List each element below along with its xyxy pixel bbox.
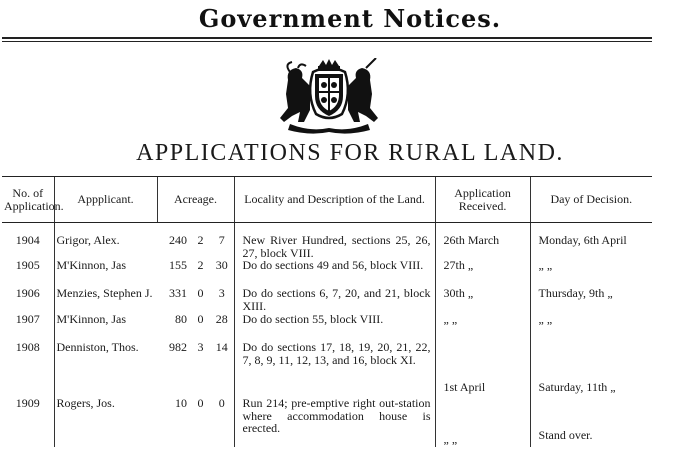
application-number: 1904	[15, 233, 40, 247]
application-received: „ „	[435, 313, 530, 341]
masthead-rule-thin	[2, 41, 652, 42]
application-number: 1906	[15, 286, 40, 300]
masthead-rule	[2, 37, 652, 39]
decision-day: Thursday, 9th „	[530, 287, 652, 313]
applicant-name: Denniston, Thos.	[54, 341, 157, 397]
locality-description: Do do sections 6, 7, 20, and 21, block XIII.	[234, 287, 435, 313]
decision-day: Saturday, 11th „	[530, 341, 652, 397]
acreage-roods: 0	[197, 286, 204, 300]
table-row	[2, 313, 652, 341]
applicant-name: Rogers, Jos.	[54, 397, 157, 447]
applicant-name: Menzies, Stephen J.	[54, 287, 157, 313]
header-application-number: No. of Application.	[2, 177, 54, 223]
locality-description: Do do sections 17, 18, 19, 20, 21, 22, 7, 8, 9, 11, 12, 13, and 16, block XI.	[234, 341, 435, 397]
acreage-roods: 0	[197, 312, 204, 326]
acreage-acres: 155	[169, 258, 187, 272]
table-row	[2, 397, 652, 447]
applications-table	[2, 176, 652, 447]
acreage-perches: 7	[218, 233, 225, 247]
application-received: 1st April	[435, 341, 530, 397]
application-number: 1907	[15, 312, 40, 326]
acreage-acres: 331	[169, 286, 187, 300]
decision-day: Stand over.	[530, 397, 652, 447]
application-number: 1909	[15, 396, 40, 410]
header-applicant: Appplicant.	[54, 177, 157, 223]
table-row	[2, 287, 652, 313]
applicant-name: M'Kinnon, Jas	[54, 313, 157, 341]
decision-day: „ „	[530, 313, 652, 341]
table-row	[2, 341, 652, 397]
applicant-name: M'Kinnon, Jas	[54, 259, 157, 287]
table-header-row	[2, 177, 652, 223]
page-title: APPLICATIONS FOR RURAL LAND.	[136, 140, 564, 166]
application-number: 1908	[15, 340, 40, 354]
table-row	[2, 259, 652, 287]
acreage-roods: 2	[197, 233, 204, 247]
acreage-perches: 28	[215, 312, 228, 326]
table-row	[2, 223, 652, 260]
header-locality: Locality and Description of the Land.	[234, 177, 435, 223]
locality-description: New River Hundred, sections 25, 26, 27, block VIII.	[234, 223, 435, 260]
header-decision: Day of Decision.	[530, 177, 652, 223]
acreage-perches: 14	[215, 340, 228, 354]
application-received: 26th March	[435, 223, 530, 260]
locality-description: Run 214; pre-emptive right out-station where accommodation house is erected.	[234, 397, 435, 447]
header-acreage: Acreage.	[157, 177, 234, 223]
acreage-acres: 10	[175, 396, 187, 410]
masthead: Government Notices.	[198, 4, 502, 33]
acreage-perches: 3	[218, 286, 225, 300]
acreage-roods: 0	[197, 396, 204, 410]
acreage-roods: 3	[197, 340, 204, 354]
application-number: 1905	[15, 258, 40, 272]
application-received: 27th „	[435, 259, 530, 287]
acreage-acres: 80	[175, 312, 187, 326]
application-received: „ „	[435, 397, 530, 447]
royal-coat-of-arms-icon	[270, 58, 388, 134]
acreage-roods: 2	[197, 258, 204, 272]
applicant-name: Grigor, Alex.	[54, 223, 157, 260]
locality-description: Do do sections 49 and 56, block VIII.	[234, 259, 435, 287]
acreage-acres: 982	[169, 340, 187, 354]
decision-day: „ „	[530, 259, 652, 287]
decision-day: Monday, 6th April	[530, 223, 652, 260]
acreage-acres: 240	[169, 233, 187, 247]
header-received: Application Received.	[435, 177, 530, 223]
acreage-perches: 0	[218, 396, 225, 410]
application-received: 30th „	[435, 287, 530, 313]
acreage-perches: 30	[215, 258, 228, 272]
locality-description: Do do section 55, block VIII.	[234, 313, 435, 341]
